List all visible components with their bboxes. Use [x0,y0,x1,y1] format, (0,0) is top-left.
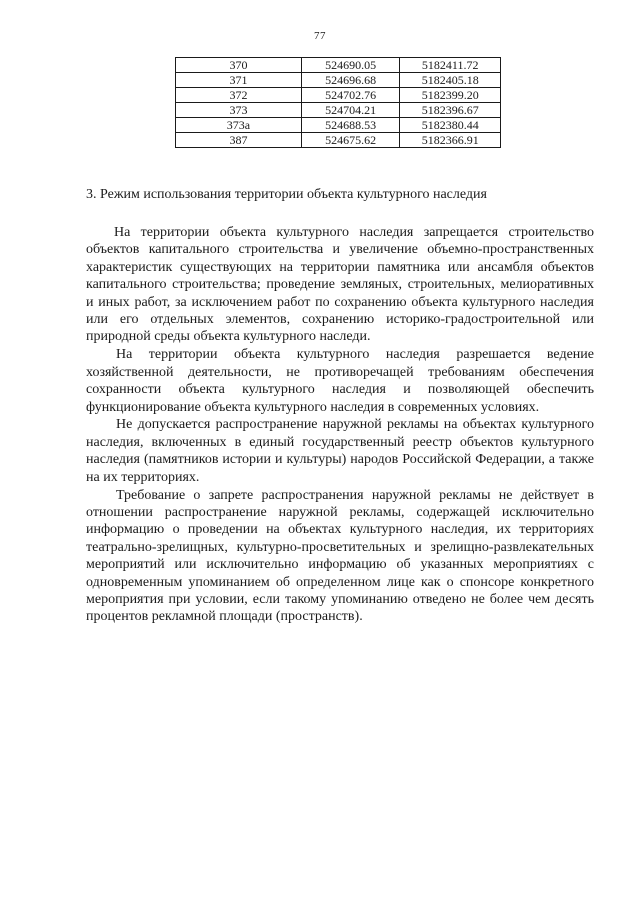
paragraph: Не допускается распространение наружной рекламы на объектах культурного наследия, включенных в единый государственный реестр объектов культурного наследия (памятников истории и культуры) народов Российской Федерации, а также на их территориях. [86,417,594,485]
point-number-cell: 373 [176,103,302,118]
point-number-cell: 387 [176,133,302,148]
y-coordinate-cell: 5182396.67 [400,103,501,118]
point-number-cell: 373a [176,118,302,133]
y-coordinate-cell: 5182405.18 [400,73,501,88]
paragraph: На территории объекта культурного наследия разрешается ведение хозяйственной деятельности, не противоречащей требованиям обеспечения сохранности объекта культурного наследия и позволяющей обеспечить функционирование объекта культурного наследия в современных условиях. [86,347,594,415]
x-coordinate-cell: 524702.76 [301,88,400,103]
point-number-cell: 370 [176,58,302,73]
table-row [176,88,501,103]
x-coordinate-cell: 524696.68 [301,73,400,88]
y-coordinate-cell: 5182411.72 [400,58,501,73]
table-row [176,118,501,133]
x-coordinate-cell: 524688.53 [301,118,400,133]
y-coordinate-cell: 5182399.20 [400,88,501,103]
x-coordinate-cell: 524704.21 [301,103,400,118]
section-title: 3. Режим использования территории объекта культурного наследия [86,187,487,202]
x-coordinate-cell: 524675.62 [301,133,400,148]
y-coordinate-cell: 5182366.91 [400,133,501,148]
table-row [176,103,501,118]
coordinates-table [175,57,501,148]
paragraph: На территории объекта культурного наследия запрещается строительство объектов капитального строительства и увеличение объемно-пространственных характеристик существующих на территории памятника или ансамбля объектов капитального строительства; проведение земляных, строительных, мелиоративных и иных работ, за исключением работ по сохранению объекта культурного наследия или его отдельных элементов, сохранению историко-градостроительной или природной среды объекта культурного наследи. [86,225,594,345]
y-coordinate-cell: 5182380.44 [400,118,501,133]
paragraph: Требование о запрете распространения наружной рекламы не действует в отношении распространение наружной рекламы, содержащей исключительно информацию о проведении на объектах культурного наследия, их территориях театрально-зрелищных, культурно-просветительных и зрелищно-развлекательных мероприятий или исключительно информацию об указанных мероприятиях с одновременным упоминанием об определенном лице как о спонсоре конкретного мероприятия при условии, если такому упоминанию отведено не более чем десять процентов рекламной площади (пространств). [86,487,594,625]
point-number-cell: 372 [176,88,302,103]
x-coordinate-cell: 524690.05 [301,58,400,73]
table-row [176,73,501,88]
point-number-cell: 371 [176,73,302,88]
table-row [176,58,501,73]
table-row [176,133,501,148]
section-body [86,224,594,626]
page-number: 77 [314,30,326,42]
